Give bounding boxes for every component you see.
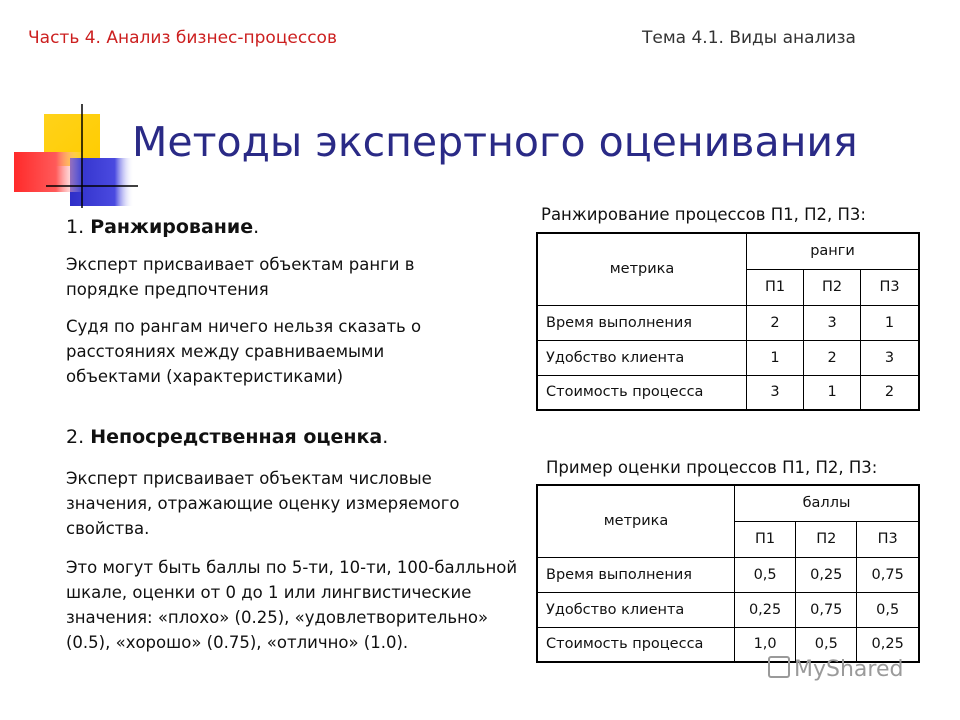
row-label: Стоимость процесса [537, 375, 747, 410]
table-row [537, 340, 919, 375]
decorative-squares [0, 100, 140, 210]
table-cell: 2 [804, 340, 861, 375]
table-cell: 1 [804, 375, 861, 410]
table-row [537, 557, 919, 592]
section2-para1: Эксперт присваивает объектам числовые значения, отражающие оценку измеряемого свойства. [66, 469, 460, 538]
table1-caption: Ранжирование процессов П1, П2, П3: [541, 205, 866, 224]
section1-para1: Эксперт присваивает объектам ранги в порядке предпочтения [66, 255, 415, 299]
table1-col-p1: П1 [747, 269, 804, 305]
table2-metric-header: метрика [537, 485, 735, 557]
table-row [537, 375, 919, 410]
slide-title: Методы экспертного оценивания [132, 118, 858, 166]
table-cell: 3 [747, 375, 804, 410]
table2 [536, 484, 920, 663]
section1-dot: . [253, 216, 260, 238]
section1-number: 1. [66, 216, 85, 238]
table2-col-p3: П3 [857, 521, 919, 557]
table-cell: 0,25 [857, 627, 919, 662]
table-cell: 2 [747, 305, 804, 340]
section1-para2: Судя по рангам ничего нельзя сказать о расстояниях между сравниваемыми объектами (характеристиками) [66, 317, 422, 386]
table-row [537, 592, 919, 627]
section2-heading [66, 426, 388, 448]
table-cell: 0,5 [857, 592, 919, 627]
row-label: Удобство клиента [537, 592, 735, 627]
table-cell: 0,25 [735, 592, 796, 627]
table-cell: 0,25 [796, 557, 857, 592]
table1-col-p2: П2 [804, 269, 861, 305]
table-cell: 3 [861, 340, 919, 375]
table1-group-header: ранги [747, 233, 920, 269]
table-cell: 0,5 [735, 557, 796, 592]
table-cell: 1 [861, 305, 919, 340]
table2-col-p2: П2 [796, 521, 857, 557]
table-cell: 3 [804, 305, 861, 340]
table1-col-p3: П3 [861, 269, 919, 305]
table-cell: 0,75 [857, 557, 919, 592]
row-label: Удобство клиента [537, 340, 747, 375]
watermark [768, 656, 903, 682]
row-label: Время выполнения [537, 557, 735, 592]
section2-para2: Это могут быть баллы по 5-ти, 10-ти, 100-балльной шкале, оценки от 0 до 1 или лингвистические значения: «плохо» (0.25), «удовлетворительно» (0.5), «хорошо» (0.75), «отлично» (1.0). [66, 558, 518, 652]
row-label: Стоимость процесса [537, 627, 735, 662]
section1-name: Ранжирование [90, 216, 254, 238]
table1 [536, 232, 920, 411]
table-cell: 1 [747, 340, 804, 375]
section2-dot: . [382, 426, 389, 448]
section2-name: Непосредственная оценка [90, 426, 383, 448]
table2-caption: Пример оценки процессов П1, П2, П3: [546, 458, 878, 477]
watermark-icon [768, 656, 790, 678]
table2-group-header: баллы [735, 485, 920, 521]
section1-heading [66, 216, 259, 238]
table-cell: 0,5 [796, 627, 857, 662]
table-cell: 0,75 [796, 592, 857, 627]
section2-number: 2. [66, 426, 85, 448]
row-label: Время выполнения [537, 305, 747, 340]
header-part: Часть 4. Анализ бизнес-процессов [28, 28, 337, 48]
table2-col-p1: П1 [735, 521, 796, 557]
watermark-text: MyShared [794, 657, 904, 682]
table-cell: 2 [861, 375, 919, 410]
table1-metric-header: метрика [537, 233, 747, 305]
header-topic: Тема 4.1. Виды анализа [642, 28, 856, 48]
table-row [537, 305, 919, 340]
table-cell: 1,0 [735, 627, 796, 662]
